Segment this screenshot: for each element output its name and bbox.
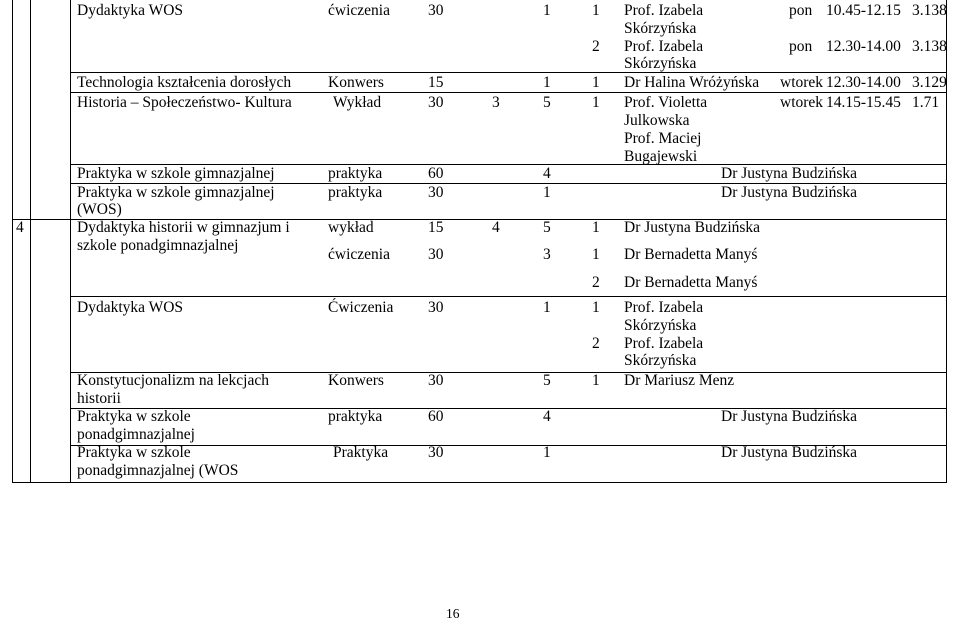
group: 2 <box>592 38 600 55</box>
hours: 15 <box>428 74 444 91</box>
ects: 1 <box>543 184 551 201</box>
course-name: Dydaktyka historii w gimnazjum i <box>77 219 290 236</box>
course-name: Praktyka w szkole <box>77 408 191 425</box>
class-form: praktyka <box>328 165 383 182</box>
time: 14.15-15.45 <box>826 94 901 111</box>
teacher: Prof. Violetta <box>624 94 708 111</box>
hours: 15 <box>428 219 444 236</box>
rule-2 <box>70 92 947 93</box>
course-name: Dydaktyka WOS <box>77 299 184 316</box>
course-name: ponadgimnazjalnej <box>77 426 195 443</box>
class-form: Wykład <box>333 94 382 111</box>
rule-6 <box>70 296 947 297</box>
teacher: Dr Justyna Budzińska <box>721 165 858 182</box>
day: wtorek <box>780 94 824 111</box>
teacher: Prof. Maciej <box>624 130 702 147</box>
group: 1 <box>592 74 600 91</box>
time: 12.30-14.00 <box>826 38 901 55</box>
course-name: Dydaktyka WOS <box>77 2 184 19</box>
course-name: Technologia kształcenia dorosłych <box>77 74 292 91</box>
class-form: ćwiczenia <box>328 2 390 19</box>
ects: 1 <box>543 444 551 461</box>
course-name: historii <box>77 390 121 407</box>
hours: 30 <box>428 94 444 111</box>
course-name: Praktyka w szkole <box>77 444 191 461</box>
group: 1 <box>592 299 600 316</box>
class-form: Konwers <box>328 372 384 389</box>
teacher: Dr Bernadetta Manyś <box>624 274 758 291</box>
ects: 5 <box>543 372 551 389</box>
course-name: Praktyka w szkole gimnazjalnej <box>77 165 275 182</box>
semester: 3 <box>492 94 500 111</box>
course-name: Konstytucjonalizm na lekcjach <box>77 372 269 389</box>
ects: 4 <box>543 408 551 425</box>
room: 1.71 <box>912 94 940 111</box>
teacher: Julkowska <box>624 112 690 129</box>
ects: 3 <box>543 246 551 263</box>
hours: 30 <box>428 246 444 263</box>
group: 1 <box>592 372 600 389</box>
hours: 30 <box>428 299 444 316</box>
group: 2 <box>592 335 600 352</box>
ects: 5 <box>543 219 551 236</box>
class-form: wykład <box>328 219 374 236</box>
teacher: Skórzyńska <box>624 20 697 37</box>
day: pon <box>789 38 813 55</box>
border-left <box>12 0 13 483</box>
teacher: Dr Halina Wróżyńska <box>624 74 760 91</box>
course-name: (WOS) <box>77 201 122 218</box>
hours: 30 <box>428 184 444 201</box>
border-num-col <box>30 0 31 483</box>
hours: 60 <box>428 165 444 182</box>
teacher: Dr Justyna Budzińska <box>721 408 858 425</box>
teacher: Prof. Izabela <box>624 299 704 316</box>
day: pon <box>789 2 813 19</box>
semester: 4 <box>492 219 500 236</box>
course-name: Historia – Społeczeństwo- Kultura <box>77 94 292 111</box>
teacher: Dr Mariusz Menz <box>624 372 735 389</box>
class-form: praktyka <box>328 408 383 425</box>
rule-bottom <box>12 482 947 483</box>
ects: 1 <box>543 2 551 19</box>
course-name: ponadgimnazjalnej (WOS <box>77 462 239 479</box>
page-number: 16 <box>446 606 460 621</box>
group: 1 <box>592 219 600 236</box>
hours: 60 <box>428 408 444 425</box>
room: 3.129 <box>912 74 947 91</box>
teacher: Bugajewski <box>624 148 698 165</box>
class-form: Ćwiczenia <box>328 299 394 316</box>
teacher: Prof. Izabela <box>624 335 704 352</box>
teacher: Skórzyńska <box>624 317 697 334</box>
time: 12.30-14.00 <box>826 74 901 91</box>
teacher: Prof. Izabela <box>624 38 704 55</box>
group: 1 <box>592 94 600 111</box>
course-name: Praktyka w szkole gimnazjalnej <box>77 184 275 201</box>
time: 10.45-12.15 <box>826 2 901 19</box>
group: 2 <box>592 274 600 291</box>
ects: 1 <box>543 299 551 316</box>
class-form: ćwiczenia <box>328 246 390 263</box>
course-name: szkole ponadgimnazjalnej <box>77 237 239 254</box>
teacher: Skórzyńska <box>624 55 697 72</box>
ects: 5 <box>543 94 551 111</box>
class-form: Praktyka <box>333 444 389 461</box>
day: wtorek <box>780 74 824 91</box>
teacher: Skórzyńska <box>624 352 697 369</box>
hours: 30 <box>428 2 444 19</box>
teacher: Dr Justyna Budzińska <box>721 184 858 201</box>
teacher: Dr Bernadetta Manyś <box>624 246 758 263</box>
room: 3.138 <box>912 38 947 55</box>
class-form: Konwers <box>328 74 384 91</box>
row-number: 4 <box>16 219 24 236</box>
room: 3.138 <box>912 2 947 19</box>
ects: 1 <box>543 74 551 91</box>
teacher: Dr Justyna Budzińska <box>721 444 858 461</box>
class-form: praktyka <box>328 184 383 201</box>
rule-1 <box>70 72 947 73</box>
ects: 4 <box>543 165 551 182</box>
group: 1 <box>592 2 600 19</box>
hours: 30 <box>428 444 444 461</box>
teacher: Prof. Izabela <box>624 2 704 19</box>
group: 1 <box>592 246 600 263</box>
hours: 30 <box>428 372 444 389</box>
teacher: Dr Justyna Budzińska <box>624 219 761 236</box>
